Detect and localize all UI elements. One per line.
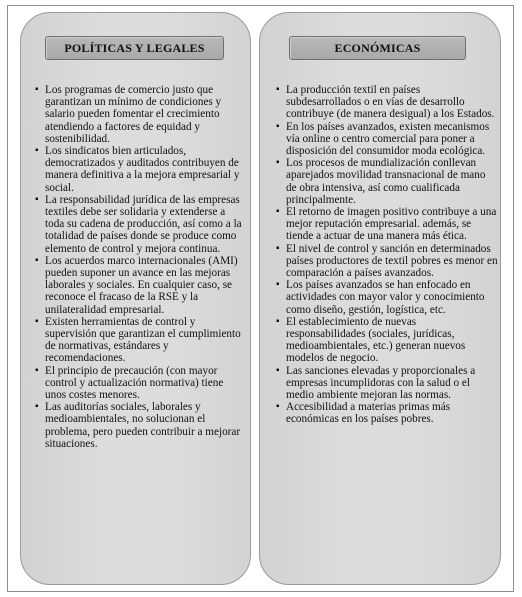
list-item-text: Los programas de comercio justo que garantizan un mínimo de condiciones y salario pueden fomentar el crecimiento atendiendo a factores de equidad y sostenibilidad. xyxy=(45,84,222,145)
bullet-icon: ▪ xyxy=(35,364,39,376)
list-item-text: Los países avanzados se han enfocado en actividades con mayor valor y conocimiento como diseño, gestión, logística, etc. xyxy=(286,279,485,316)
list-item-text: En los países avanzados, existen mecanismos vía online o centro comercial para poner a disposición del consumidor moda ecológica. xyxy=(286,120,490,158)
list-item xyxy=(276,401,498,425)
list-item-text: El nivel de control y sanción en determinados países productores de textil pobres es menor en comparación a países avanzados. xyxy=(286,242,498,280)
bullet-icon: ▪ xyxy=(276,84,280,95)
list-item-text: Accesibilidad a materias primas más económicas en los países pobres. xyxy=(286,401,451,426)
bullet-icon: ▪ xyxy=(35,254,39,266)
panel-economicas xyxy=(259,12,501,585)
list-item xyxy=(35,401,247,450)
list-item-text: Los acuerdos marco internacionales (AMI) pueden suponer un avance en las mejoras laborales y sociales. En cualquier caso, se reconoce el fracaso de la RSE y la unilateralidad empresarial. xyxy=(45,254,238,316)
list-item xyxy=(276,121,498,158)
bullet-icon: ▪ xyxy=(276,242,280,254)
list-item-text: El retorno de imagen positivo contribuye a una mejor reputación empresarial. además, se tiende a actuar de una manera más ética. xyxy=(286,206,497,243)
bullet-list xyxy=(276,84,498,426)
list-item-text: El principio de precaución (con mayor control y actualización normativa) tiene unos costes menores. xyxy=(45,364,224,402)
list-item-text: La producción textil en países subdesarrollados o en vías de desarrollo contribuye (de manera desigual) a los Estados. xyxy=(286,84,495,121)
bullet-icon: ▪ xyxy=(35,193,39,205)
list-item xyxy=(276,243,498,280)
list-item-text: El establecimiento de nuevas responsabilidades (sociales, jurídicas, medioambientales, etc.) generan nuevos modelos de negocio. xyxy=(286,315,466,365)
bullet-icon: ▪ xyxy=(276,315,280,327)
list-item xyxy=(276,365,498,402)
list-item xyxy=(276,84,498,121)
list-item xyxy=(35,316,247,365)
panel-title: ECONÓMICAS xyxy=(289,36,466,60)
list-item xyxy=(276,279,498,316)
list-item-text: Las auditorías sociales, laborales y medioambientales, no solucionan el problema, pero pueden contribuir a mejorar situaciones. xyxy=(45,401,241,450)
bullet-icon: ▪ xyxy=(276,120,280,132)
bullet-icon: ▪ xyxy=(276,401,280,413)
panel-title: POLÍTICAS Y LEGALES xyxy=(45,36,224,60)
list-item-text: Existen herramientas de control y supervisión que garantizan el cumplimiento de normativas, estándares y recomendaciones. xyxy=(45,315,241,365)
bullet-icon: ▪ xyxy=(276,364,280,376)
bullet-icon: ▪ xyxy=(35,315,39,327)
list-item xyxy=(276,157,498,206)
bullet-icon: ▪ xyxy=(276,157,280,169)
list-item xyxy=(35,194,247,255)
list-item-text: La responsabilidad jurídica de las empresas textiles debe ser solidaria y extenderse a toda su cadena de producción, así como a la totalidad de países donde se produce como elemento de control y mejora continua. xyxy=(45,193,242,255)
list-item xyxy=(276,206,498,243)
list-item-text: Las sanciones elevadas y proporcionales a empresas incumplidoras con la salud o el medio ambiente mejoran las normas. xyxy=(286,364,476,402)
bullet-icon: ▪ xyxy=(276,206,280,218)
list-item xyxy=(35,84,247,145)
bullet-icon: ▪ xyxy=(276,279,280,291)
bullet-icon: ▪ xyxy=(35,84,39,95)
bullet-list xyxy=(35,84,247,450)
list-item xyxy=(35,145,247,194)
list-item xyxy=(276,316,498,365)
list-item-text: Los sindicatos bien articulados, democratizados y auditados contribuyen de manera definitiva a la mejora empresarial y social. xyxy=(45,145,240,194)
bullet-icon: ▪ xyxy=(35,401,39,413)
bullet-icon: ▪ xyxy=(35,145,39,157)
list-item xyxy=(35,255,247,316)
list-item-text: Los procesos de mundialización conllevan aparejados movilidad transnacional de mano de obra intensiva, así como cualificada principalmente. xyxy=(286,157,486,206)
panel-politicas-legales xyxy=(20,12,251,585)
list-item xyxy=(35,365,247,402)
